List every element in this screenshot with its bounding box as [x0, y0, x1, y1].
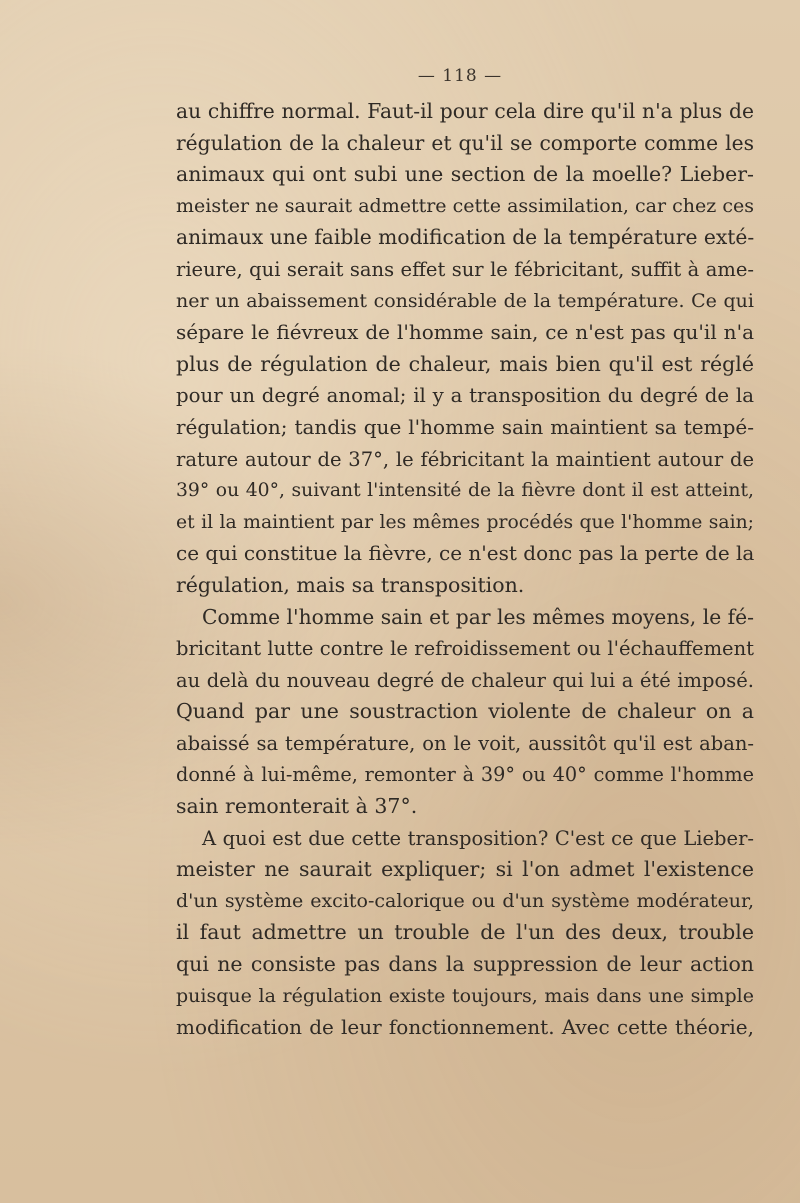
- text-line: régulation de la chaleur et qu'il se comporte comme les: [176, 130, 754, 155]
- text-line: 39° ou 40°, suivant l'intensité de la fièvre dont il est atteint,: [176, 480, 754, 502]
- text-line: abaissé sa température, on le voit, aussitôt qu'il est aban-: [176, 731, 754, 755]
- text-line: meister ne saurait admettre cette assimilation, car chez ces: [176, 194, 754, 217]
- text-line: pour un degré anomal; il y a transposition du degré de la: [176, 384, 754, 408]
- text-line: rieure, qui serait sans effet sur le fébricitant, suffit à ame-: [176, 257, 754, 281]
- text-line: sain remonterait à 37°.: [176, 794, 418, 819]
- text-line: rature autour de 37°, le fébricitant la maintient autour de: [176, 447, 754, 471]
- page-number: — 118 —: [417, 66, 503, 86]
- text-line: au delà du nouveau degré de chaleur qui lui a été imposé.: [176, 668, 754, 692]
- text-line: régulation, mais sa transposition.: [176, 572, 525, 597]
- text-line: il faut admettre un trouble de l'un des deux, trouble: [176, 920, 754, 945]
- text-line: plus de régulation de chaleur, mais bien qu'il est réglé: [176, 351, 754, 376]
- text-line: d'un système excito-calorique ou d'un système modérateur,: [176, 889, 754, 912]
- text-line: puisque la régulation existe toujours, mais dans une simple: [176, 984, 754, 1007]
- text-line: ce qui constitue la fièvre, ce n'est donc pas la perte de la: [176, 541, 755, 566]
- text-line: animaux qui ont subi une section de la moelle? Lieber-: [176, 162, 754, 187]
- text-line: Quand par une soustraction violente de chaleur on a: [176, 699, 754, 724]
- text-line: bricitant lutte contre le refroidissement ou l'échauffement: [176, 637, 754, 661]
- text-line: et il la maintient par les mêmes procédés que l'homme sain;: [176, 511, 754, 533]
- text-line: qui ne consiste pas dans la suppression de leur action: [176, 952, 754, 977]
- text-line: modification de leur fonctionnement. Avec cette théorie,: [176, 1015, 754, 1040]
- text-line: A quoi est due cette transposition? C'est ce que Lieber-: [202, 826, 754, 850]
- text-line: régulation; tandis que l'homme sain maintient sa tempé-: [176, 414, 754, 439]
- text-line: au chiffre normal. Faut-il pour cela dire qu'il n'a plus de: [176, 99, 754, 123]
- text-line: meister ne saurait expliquer; si l'on admet l'existence: [176, 857, 754, 882]
- text-line: animaux une faible modification de la température exté-: [176, 225, 755, 250]
- text-line: ner un abaissement considérable de la température. Ce qui: [176, 289, 754, 312]
- text-line: sépare le fiévreux de l'homme sain, ce n'est pas qu'il n'a: [176, 320, 754, 345]
- body-text: [176, 96, 754, 1044]
- text-line: donné à lui-même, remonter à 39° ou 40° comme l'homme: [176, 763, 754, 787]
- text-line: Comme l'homme sain et par les mêmes moyens, le fé-: [202, 604, 754, 629]
